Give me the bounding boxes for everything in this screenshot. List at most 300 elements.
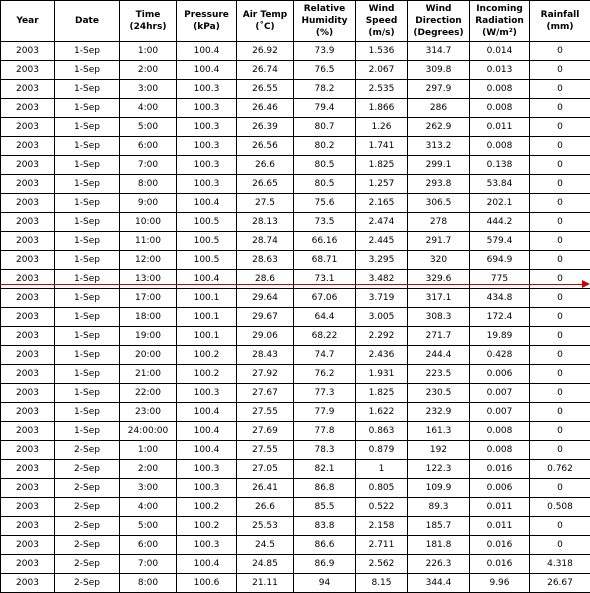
cell-pressure: 100.3: [177, 479, 237, 498]
cell-date: 2-Sep: [55, 479, 120, 498]
table-row: [1, 42, 590, 61]
cell-date: 1-Sep: [55, 289, 120, 308]
arrow-right-icon: [582, 280, 590, 288]
cell-relative-humidity: 85.5: [294, 498, 356, 517]
cell-pressure: 100.4: [177, 270, 237, 289]
table-row: [1, 536, 590, 555]
cell-time: 10:00: [120, 213, 177, 232]
table-row: [1, 99, 590, 118]
cell-air-temp: 27.92: [237, 365, 294, 384]
table-row: [1, 137, 590, 156]
col-header-wind-direction: Wind Direction (Degrees): [408, 1, 470, 42]
cell-incoming-radiation: 0.008: [470, 137, 530, 156]
cell-air-temp: 26.56: [237, 137, 294, 156]
cell-time: 7:00: [120, 156, 177, 175]
cell-year: 2003: [1, 574, 55, 593]
table-row: [1, 346, 590, 365]
cell-incoming-radiation: 0.008: [470, 80, 530, 99]
cell-time: 4:00: [120, 498, 177, 517]
cell-rainfall: 0: [530, 194, 590, 213]
table-row: [1, 213, 590, 232]
cell-rainfall: 0: [530, 384, 590, 403]
cell-wind-direction: 344.4: [408, 574, 470, 593]
cell-pressure: 100.5: [177, 232, 237, 251]
cell-incoming-radiation: 0.008: [470, 99, 530, 118]
red-marker-line: [0, 284, 582, 285]
table-row: [1, 232, 590, 251]
cell-date: 1-Sep: [55, 118, 120, 137]
cell-relative-humidity: 76.5: [294, 61, 356, 80]
cell-rainfall: 0: [530, 422, 590, 441]
cell-pressure: 100.1: [177, 308, 237, 327]
table-row: [1, 460, 590, 479]
cell-time: 21:00: [120, 365, 177, 384]
col-header-year: Year: [1, 1, 55, 42]
cell-air-temp: 26.65: [237, 175, 294, 194]
cell-date: 2-Sep: [55, 441, 120, 460]
cell-time: 8:00: [120, 574, 177, 593]
cell-rainfall: 0: [530, 536, 590, 555]
cell-wind-direction: 223.5: [408, 365, 470, 384]
cell-wind-direction: 161.3: [408, 422, 470, 441]
cell-rainfall: 0: [530, 346, 590, 365]
cell-wind-direction: 192: [408, 441, 470, 460]
cell-air-temp: 27.05: [237, 460, 294, 479]
table-row: [1, 384, 590, 403]
cell-time: 5:00: [120, 118, 177, 137]
cell-wind-speed: 0.522: [356, 498, 408, 517]
cell-incoming-radiation: 694.9: [470, 251, 530, 270]
cell-rainfall: 0: [530, 175, 590, 194]
cell-year: 2003: [1, 384, 55, 403]
cell-date: 1-Sep: [55, 175, 120, 194]
cell-rainfall: 0: [530, 213, 590, 232]
cell-wind-speed: 3.005: [356, 308, 408, 327]
cell-wind-direction: 317.1: [408, 289, 470, 308]
cell-pressure: 100.3: [177, 80, 237, 99]
cell-pressure: 100.4: [177, 42, 237, 61]
cell-relative-humidity: 73.1: [294, 270, 356, 289]
cell-wind-speed: 2.067: [356, 61, 408, 80]
cell-wind-speed: 1.741: [356, 137, 408, 156]
cell-relative-humidity: 73.9: [294, 42, 356, 61]
cell-pressure: 100.4: [177, 555, 237, 574]
cell-incoming-radiation: 0.138: [470, 156, 530, 175]
cell-wind-direction: 89.3: [408, 498, 470, 517]
table-row: [1, 327, 590, 346]
cell-incoming-radiation: 0.011: [470, 118, 530, 137]
cell-pressure: 100.3: [177, 460, 237, 479]
cell-wind-speed: 2.445: [356, 232, 408, 251]
cell-wind-speed: 2.474: [356, 213, 408, 232]
cell-incoming-radiation: 202.1: [470, 194, 530, 213]
cell-year: 2003: [1, 346, 55, 365]
cell-pressure: 100.4: [177, 422, 237, 441]
cell-time: 23:00: [120, 403, 177, 422]
table-row: [1, 517, 590, 536]
cell-relative-humidity: 82.1: [294, 460, 356, 479]
cell-time: 1:00: [120, 441, 177, 460]
cell-time: 20:00: [120, 346, 177, 365]
header-row: [1, 1, 590, 42]
cell-relative-humidity: 79.4: [294, 99, 356, 118]
cell-pressure: 100.3: [177, 137, 237, 156]
cell-year: 2003: [1, 156, 55, 175]
cell-time: 11:00: [120, 232, 177, 251]
cell-time: 4:00: [120, 99, 177, 118]
cell-wind-speed: 1.825: [356, 156, 408, 175]
table-row: [1, 175, 590, 194]
cell-air-temp: 28.43: [237, 346, 294, 365]
col-header-incoming-radiation: Incoming Radiation (W/m²): [470, 1, 530, 42]
cell-incoming-radiation: 579.4: [470, 232, 530, 251]
cell-date: 1-Sep: [55, 194, 120, 213]
table-row: [1, 156, 590, 175]
cell-year: 2003: [1, 422, 55, 441]
cell-time: 19:00: [120, 327, 177, 346]
cell-incoming-radiation: 0.008: [470, 422, 530, 441]
cell-date: 1-Sep: [55, 270, 120, 289]
cell-rainfall: 0: [530, 99, 590, 118]
cell-air-temp: 26.55: [237, 80, 294, 99]
cell-date: 2-Sep: [55, 536, 120, 555]
cell-wind-direction: 306.5: [408, 194, 470, 213]
cell-date: 1-Sep: [55, 346, 120, 365]
cell-rainfall: 0: [530, 289, 590, 308]
cell-pressure: 100.3: [177, 175, 237, 194]
cell-incoming-radiation: 19.89: [470, 327, 530, 346]
cell-wind-speed: 2.292: [356, 327, 408, 346]
col-header-relative-humidity: Relative Humidity (%): [294, 1, 356, 42]
cell-date: 1-Sep: [55, 213, 120, 232]
cell-air-temp: 29.64: [237, 289, 294, 308]
cell-wind-direction: 230.5: [408, 384, 470, 403]
cell-date: 1-Sep: [55, 422, 120, 441]
cell-rainfall: 0: [530, 441, 590, 460]
cell-time: 5:00: [120, 517, 177, 536]
cell-pressure: 100.1: [177, 327, 237, 346]
cell-rainfall: 0: [530, 156, 590, 175]
cell-incoming-radiation: 9.96: [470, 574, 530, 593]
cell-air-temp: 28.6: [237, 270, 294, 289]
cell-relative-humidity: 76.2: [294, 365, 356, 384]
table-row: [1, 289, 590, 308]
cell-pressure: 100.2: [177, 365, 237, 384]
cell-date: 1-Sep: [55, 99, 120, 118]
cell-date: 2-Sep: [55, 574, 120, 593]
table-row: [1, 479, 590, 498]
cell-incoming-radiation: 0.016: [470, 555, 530, 574]
cell-year: 2003: [1, 270, 55, 289]
cell-year: 2003: [1, 498, 55, 517]
table-row: [1, 118, 590, 137]
col-header-air-temp: Air Temp (˚C): [237, 1, 294, 42]
table-row: [1, 441, 590, 460]
cell-date: 1-Sep: [55, 384, 120, 403]
cell-date: 1-Sep: [55, 327, 120, 346]
cell-time: 1:00: [120, 42, 177, 61]
cell-air-temp: 24.85: [237, 555, 294, 574]
cell-pressure: 100.4: [177, 403, 237, 422]
cell-wind-direction: 299.1: [408, 156, 470, 175]
cell-wind-speed: 2.535: [356, 80, 408, 99]
cell-rainfall: 4.318: [530, 555, 590, 574]
cell-incoming-radiation: 0.007: [470, 384, 530, 403]
cell-incoming-radiation: 0.007: [470, 403, 530, 422]
cell-wind-speed: 0.879: [356, 441, 408, 460]
cell-wind-speed: 2.165: [356, 194, 408, 213]
cell-time: 13:00: [120, 270, 177, 289]
table-row: [1, 80, 590, 99]
cell-wind-direction: 244.4: [408, 346, 470, 365]
table-row: [1, 194, 590, 213]
cell-year: 2003: [1, 175, 55, 194]
cell-year: 2003: [1, 232, 55, 251]
cell-time: 24:00:00: [120, 422, 177, 441]
table-row: [1, 403, 590, 422]
cell-year: 2003: [1, 99, 55, 118]
cell-incoming-radiation: 0.016: [470, 536, 530, 555]
cell-date: 1-Sep: [55, 42, 120, 61]
cell-rainfall: 0: [530, 270, 590, 289]
cell-date: 1-Sep: [55, 403, 120, 422]
cell-wind-speed: 2.711: [356, 536, 408, 555]
cell-time: 7:00: [120, 555, 177, 574]
cell-wind-speed: 1.536: [356, 42, 408, 61]
cell-relative-humidity: 68.22: [294, 327, 356, 346]
cell-wind-speed: 3.719: [356, 289, 408, 308]
cell-wind-direction: 309.8: [408, 61, 470, 80]
cell-wind-speed: 1.866: [356, 99, 408, 118]
cell-air-temp: 26.6: [237, 156, 294, 175]
cell-wind-speed: 0.863: [356, 422, 408, 441]
cell-time: 12:00: [120, 251, 177, 270]
cell-date: 2-Sep: [55, 460, 120, 479]
cell-date: 1-Sep: [55, 156, 120, 175]
cell-rainfall: 0: [530, 137, 590, 156]
cell-relative-humidity: 77.3: [294, 384, 356, 403]
cell-wind-direction: 291.7: [408, 232, 470, 251]
cell-relative-humidity: 94: [294, 574, 356, 593]
cell-date: 1-Sep: [55, 80, 120, 99]
cell-wind-direction: 313.2: [408, 137, 470, 156]
cell-air-temp: 26.74: [237, 61, 294, 80]
cell-year: 2003: [1, 137, 55, 156]
col-header-pressure: Pressure (kPa): [177, 1, 237, 42]
cell-date: 1-Sep: [55, 232, 120, 251]
cell-wind-direction: 293.8: [408, 175, 470, 194]
cell-wind-direction: 109.9: [408, 479, 470, 498]
cell-wind-direction: 232.9: [408, 403, 470, 422]
cell-time: 3:00: [120, 479, 177, 498]
cell-year: 2003: [1, 118, 55, 137]
cell-time: 6:00: [120, 137, 177, 156]
cell-date: 2-Sep: [55, 555, 120, 574]
cell-relative-humidity: 75.6: [294, 194, 356, 213]
cell-air-temp: 26.6: [237, 498, 294, 517]
table-row: [1, 498, 590, 517]
cell-incoming-radiation: 775: [470, 270, 530, 289]
cell-rainfall: 0.762: [530, 460, 590, 479]
cell-wind-direction: 271.7: [408, 327, 470, 346]
cell-air-temp: 28.63: [237, 251, 294, 270]
cell-pressure: 100.2: [177, 346, 237, 365]
cell-time: 18:00: [120, 308, 177, 327]
cell-wind-direction: 185.7: [408, 517, 470, 536]
cell-pressure: 100.2: [177, 498, 237, 517]
cell-air-temp: 27.55: [237, 403, 294, 422]
cell-time: 2:00: [120, 460, 177, 479]
cell-wind-speed: 1.622: [356, 403, 408, 422]
col-header-date: Date: [55, 1, 120, 42]
cell-relative-humidity: 80.5: [294, 156, 356, 175]
cell-year: 2003: [1, 555, 55, 574]
cell-year: 2003: [1, 308, 55, 327]
cell-time: 2:00: [120, 61, 177, 80]
table-row: [1, 251, 590, 270]
cell-date: 1-Sep: [55, 365, 120, 384]
cell-pressure: 100.3: [177, 99, 237, 118]
cell-year: 2003: [1, 80, 55, 99]
cell-air-temp: 27.67: [237, 384, 294, 403]
cell-wind-speed: 2.436: [356, 346, 408, 365]
cell-wind-direction: 320: [408, 251, 470, 270]
table-row: [1, 422, 590, 441]
cell-rainfall: 0: [530, 517, 590, 536]
cell-date: 1-Sep: [55, 61, 120, 80]
cell-incoming-radiation: 0.011: [470, 517, 530, 536]
cell-wind-direction: 314.7: [408, 42, 470, 61]
cell-year: 2003: [1, 403, 55, 422]
cell-time: 6:00: [120, 536, 177, 555]
cell-year: 2003: [1, 479, 55, 498]
cell-relative-humidity: 67.06: [294, 289, 356, 308]
table-row: [1, 574, 590, 593]
cell-rainfall: 0: [530, 365, 590, 384]
cell-pressure: 100.3: [177, 384, 237, 403]
cell-wind-speed: 3.295: [356, 251, 408, 270]
cell-rainfall: 0: [530, 403, 590, 422]
cell-rainfall: 0: [530, 308, 590, 327]
cell-year: 2003: [1, 517, 55, 536]
cell-air-temp: 26.41: [237, 479, 294, 498]
cell-pressure: 100.5: [177, 213, 237, 232]
cell-pressure: 100.4: [177, 194, 237, 213]
cell-air-temp: 26.39: [237, 118, 294, 137]
cell-time: 22:00: [120, 384, 177, 403]
cell-rainfall: 0: [530, 232, 590, 251]
cell-date: 1-Sep: [55, 308, 120, 327]
cell-year: 2003: [1, 42, 55, 61]
cell-relative-humidity: 74.7: [294, 346, 356, 365]
cell-date: 1-Sep: [55, 251, 120, 270]
cell-wind-direction: 262.9: [408, 118, 470, 137]
cell-time: 9:00: [120, 194, 177, 213]
cell-relative-humidity: 80.2: [294, 137, 356, 156]
cell-wind-direction: 278: [408, 213, 470, 232]
cell-incoming-radiation: 0.428: [470, 346, 530, 365]
cell-pressure: 100.1: [177, 289, 237, 308]
cell-incoming-radiation: 0.006: [470, 479, 530, 498]
cell-wind-direction: 286: [408, 99, 470, 118]
cell-date: 2-Sep: [55, 498, 120, 517]
table-row: [1, 555, 590, 574]
cell-time: 8:00: [120, 175, 177, 194]
cell-relative-humidity: 86.9: [294, 555, 356, 574]
cell-relative-humidity: 77.8: [294, 422, 356, 441]
cell-relative-humidity: 80.5: [294, 175, 356, 194]
cell-air-temp: 21.11: [237, 574, 294, 593]
cell-rainfall: 0: [530, 327, 590, 346]
cell-wind-direction: 329.6: [408, 270, 470, 289]
cell-pressure: 100.3: [177, 156, 237, 175]
cell-date: 2-Sep: [55, 517, 120, 536]
cell-year: 2003: [1, 460, 55, 479]
cell-incoming-radiation: 53.84: [470, 175, 530, 194]
cell-air-temp: 27.5: [237, 194, 294, 213]
cell-rainfall: 0.508: [530, 498, 590, 517]
table-row: [1, 365, 590, 384]
cell-air-temp: 24.5: [237, 536, 294, 555]
cell-air-temp: 26.46: [237, 99, 294, 118]
cell-relative-humidity: 73.5: [294, 213, 356, 232]
cell-wind-speed: 0.805: [356, 479, 408, 498]
cell-incoming-radiation: 444.2: [470, 213, 530, 232]
cell-wind-speed: 2.158: [356, 517, 408, 536]
cell-year: 2003: [1, 194, 55, 213]
cell-incoming-radiation: 0.013: [470, 61, 530, 80]
cell-wind-direction: 226.3: [408, 555, 470, 574]
cell-relative-humidity: 68.71: [294, 251, 356, 270]
cell-year: 2003: [1, 251, 55, 270]
cell-relative-humidity: 83.8: [294, 517, 356, 536]
col-header-rainfall: Rainfall (mm): [530, 1, 590, 42]
cell-relative-humidity: 78.2: [294, 80, 356, 99]
cell-relative-humidity: 86.6: [294, 536, 356, 555]
cell-year: 2003: [1, 61, 55, 80]
cell-incoming-radiation: 172.4: [470, 308, 530, 327]
cell-air-temp: 25.53: [237, 517, 294, 536]
cell-wind-speed: 1.26: [356, 118, 408, 137]
cell-air-temp: 28.13: [237, 213, 294, 232]
cell-rainfall: 0: [530, 61, 590, 80]
cell-air-temp: 29.06: [237, 327, 294, 346]
col-header-wind-speed: Wind Speed (m/s): [356, 1, 408, 42]
cell-incoming-radiation: 0.008: [470, 441, 530, 460]
cell-relative-humidity: 86.8: [294, 479, 356, 498]
cell-wind-speed: 3.482: [356, 270, 408, 289]
cell-time: 17:00: [120, 289, 177, 308]
cell-wind-speed: 1: [356, 460, 408, 479]
cell-pressure: 100.3: [177, 536, 237, 555]
table-row: [1, 270, 590, 289]
cell-incoming-radiation: 434.8: [470, 289, 530, 308]
cell-wind-direction: 297.9: [408, 80, 470, 99]
cell-rainfall: 0: [530, 118, 590, 137]
cell-air-temp: 28.74: [237, 232, 294, 251]
cell-wind-speed: 1.257: [356, 175, 408, 194]
cell-pressure: 100.4: [177, 61, 237, 80]
cell-wind-speed: 8.15: [356, 574, 408, 593]
cell-rainfall: 0: [530, 42, 590, 61]
cell-pressure: 100.5: [177, 251, 237, 270]
cell-wind-speed: 1.931: [356, 365, 408, 384]
cell-rainfall: 0: [530, 479, 590, 498]
cell-wind-direction: 122.3: [408, 460, 470, 479]
cell-air-temp: 29.67: [237, 308, 294, 327]
cell-relative-humidity: 80.7: [294, 118, 356, 137]
cell-year: 2003: [1, 327, 55, 346]
